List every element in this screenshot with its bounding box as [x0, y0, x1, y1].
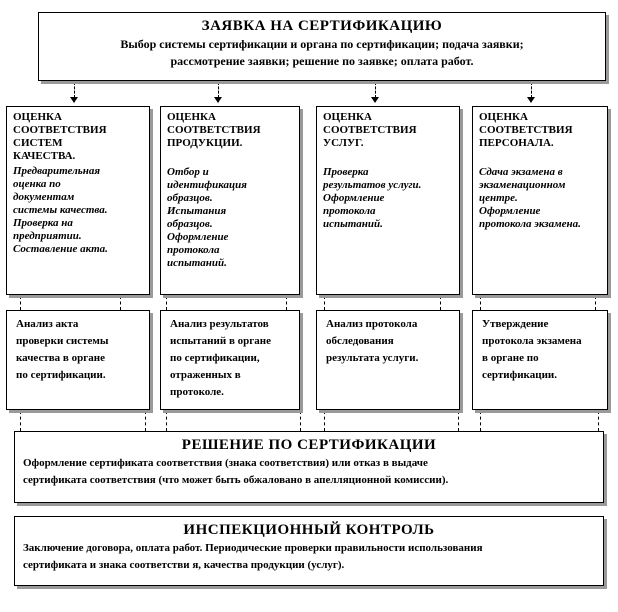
arrow-down-icon	[371, 97, 379, 103]
heading-line: ПРОДУКЦИИ.	[167, 137, 243, 149]
connector-line	[598, 411, 599, 431]
quality-system-assessment-box	[6, 106, 150, 295]
connector-line	[286, 296, 287, 310]
analysis-line: отраженных в	[170, 369, 241, 381]
analysis-line: обследования	[326, 335, 394, 347]
arrow-down-icon	[214, 97, 222, 103]
decision-line-2: сертификата соответствия (что может быть обжаловано в апелляционной комиссии).	[23, 474, 449, 486]
detail-line: системы качества.	[13, 204, 108, 216]
connector-line	[324, 411, 325, 431]
detail-line: испытаний.	[323, 218, 383, 230]
connector-line	[20, 296, 21, 310]
analysis-line: результата услуги.	[326, 352, 419, 364]
detail-line: протокола	[323, 205, 376, 217]
inspection-control-box	[14, 516, 604, 586]
analysis-line: по сертификации,	[170, 352, 260, 364]
certification-decision-box	[14, 431, 604, 503]
connector-line	[458, 411, 459, 431]
detail-line: экзаменационном	[479, 179, 566, 191]
column-details	[479, 166, 601, 231]
detail-line: образцов.	[167, 192, 213, 204]
heading-line: СООТВЕТСТВИЯ	[13, 124, 107, 136]
personnel-assessment-box	[472, 106, 608, 295]
quality-system-analysis-box	[6, 310, 150, 410]
application-box	[38, 12, 606, 81]
heading-line: СООТВЕТСТВИЯ	[323, 124, 417, 136]
heading-line: СИСТЕМ	[13, 137, 63, 149]
analysis-line: испытаний в органе	[170, 335, 271, 347]
connector-line	[145, 411, 146, 431]
detail-line: Отбор и	[167, 166, 209, 178]
analysis-line: проверки системы	[16, 335, 109, 347]
column-heading	[13, 111, 143, 163]
product-analysis-box	[160, 310, 300, 410]
arrow-down-icon	[70, 97, 78, 103]
analysis-line: в органе по	[482, 352, 539, 364]
detail-line: документам	[13, 191, 75, 203]
detail-line: протокола	[167, 244, 220, 256]
inspection-line-2: сертификата и знака соответстви я, качества продукции (услуг).	[23, 559, 345, 571]
analysis-line: Анализ протокола	[326, 318, 418, 330]
connector-line	[480, 296, 481, 310]
application-line-2: рассмотрение заявки; решение по заявке; оплата работ.	[170, 54, 474, 68]
connector-line	[74, 82, 75, 98]
connector-line	[440, 296, 441, 310]
heading-line: СООТВЕТСТВИЯ	[479, 124, 573, 136]
application-line-1: Выбор системы сертификации и органа по сертификации; подача заявки;	[120, 37, 524, 51]
heading-line: ОЦЕНКА	[323, 111, 372, 123]
heading-line: СООТВЕТСТВИЯ	[167, 124, 261, 136]
detail-line: результатов услуги.	[323, 179, 422, 191]
heading-line: ПЕРСОНАЛА.	[479, 137, 554, 149]
detail-line: оценка по	[13, 178, 61, 190]
analysis-line: протоколе.	[170, 386, 224, 398]
detail-line: Проверка	[323, 166, 369, 178]
detail-line: Проверка на	[13, 217, 73, 229]
connector-line	[120, 296, 121, 310]
decision-title: РЕШЕНИЕ ПО СЕРТИФИКАЦИИ	[181, 437, 437, 453]
detail-line: Оформление	[479, 205, 541, 217]
detail-line: центре.	[479, 192, 518, 204]
inspection-title: ИНСПЕКЦИОННЫЙ КОНТРОЛЬ	[183, 522, 435, 538]
detail-line: предприятии.	[13, 230, 82, 242]
detail-line: Сдача экзамена в	[479, 166, 563, 178]
detail-line: Оформление	[167, 231, 229, 243]
service-assessment-box	[316, 106, 460, 295]
detail-line: Составление акта.	[13, 243, 108, 255]
column-heading	[323, 111, 453, 150]
analysis-line: сертификации.	[482, 369, 557, 381]
analysis-line: Анализ результатов	[170, 318, 269, 330]
analysis-line: качества в органе	[16, 352, 105, 364]
detail-line: Испытания	[167, 205, 227, 217]
connector-line	[166, 411, 167, 431]
detail-line: протокола экзамена.	[479, 218, 581, 230]
connector-line	[595, 296, 596, 310]
detail-line: Оформление	[323, 192, 385, 204]
application-title: ЗАЯВКА НА СЕРТИФИКАЦИЮ	[201, 18, 443, 34]
connector-line	[20, 411, 21, 431]
personnel-analysis-box	[472, 310, 608, 410]
analysis-line: Анализ акта	[16, 318, 79, 330]
detail-line: Предварительная	[13, 165, 101, 177]
connector-line	[300, 411, 301, 431]
detail-line: испытаний.	[167, 257, 227, 269]
column-heading	[479, 111, 601, 150]
analysis-line: Утверждение	[482, 318, 549, 330]
connector-line	[324, 296, 325, 310]
analysis-line: протокола экзамена	[482, 335, 582, 347]
heading-line: ОЦЕНКА	[479, 111, 528, 123]
column-details	[323, 166, 453, 231]
heading-line: КАЧЕСТВА.	[13, 150, 76, 162]
column-heading	[167, 111, 293, 150]
decision-line-1: Оформление сертификата соответствия (знака соответствия) или отказ в выдаче	[23, 457, 428, 469]
inspection-line-1: Заключение договора, оплата работ. Периодические проверки правильности использования	[23, 542, 483, 554]
connector-line	[166, 296, 167, 310]
connector-line	[531, 82, 532, 98]
connector-line	[480, 411, 481, 431]
detail-line: образцов.	[167, 218, 213, 230]
connector-line	[375, 82, 376, 98]
heading-line: ОЦЕНКА	[13, 111, 62, 123]
service-analysis-box	[316, 310, 460, 410]
column-details	[13, 165, 143, 256]
product-assessment-box	[160, 106, 300, 295]
heading-line: ОЦЕНКА	[167, 111, 216, 123]
detail-line: идентификация	[167, 179, 247, 191]
heading-line: УСЛУГ.	[323, 137, 364, 149]
column-details	[167, 166, 293, 270]
arrow-down-icon	[527, 97, 535, 103]
connector-line	[218, 82, 219, 98]
analysis-line: по сертификации.	[16, 369, 106, 381]
